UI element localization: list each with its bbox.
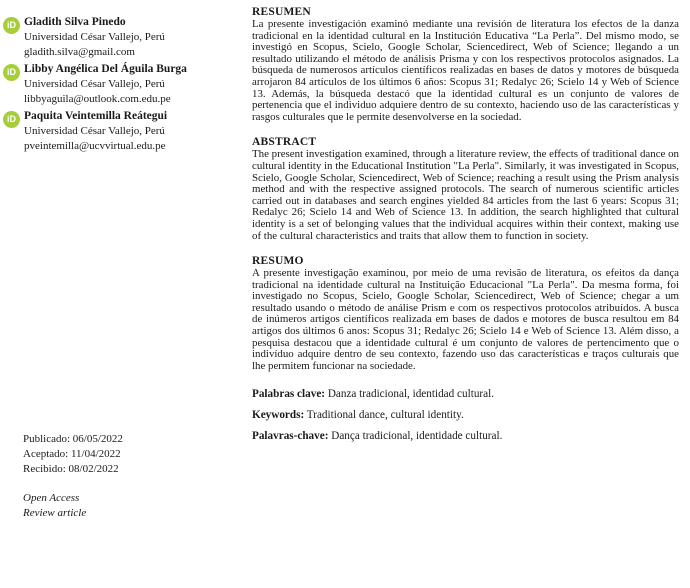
keyword-value: Danza tradicional, identidad cultural. — [325, 388, 495, 401]
received-date: Recibido: 08/02/2022 — [23, 463, 119, 475]
author-block — [3, 108, 235, 154]
keyword-line — [252, 405, 679, 426]
author-affiliation: Universidad César Vallejo, Perú — [24, 78, 165, 90]
author-sidebar — [3, 14, 235, 155]
keyword-line — [252, 384, 679, 405]
author-name: Paquita Veintemilla Reátegui — [24, 110, 168, 122]
abstract-section — [252, 135, 679, 242]
keyword-value: Traditional dance, cultural identity. — [304, 409, 464, 422]
author-email[interactable]: pveintemilla@ucvvirtual.edu.pe — [24, 140, 166, 152]
abstract-column — [252, 5, 679, 447]
publication-dates — [23, 432, 123, 477]
resumo-section — [252, 254, 679, 372]
article-type-label: Review article — [23, 507, 87, 519]
keyword-line — [252, 426, 679, 447]
section-title: RESUMO — [252, 255, 304, 268]
resumen-section — [252, 5, 679, 123]
published-date: Publicado: 06/05/2022 — [23, 433, 123, 445]
section-body: A presente investigação examinou, por meio de uma revisão de literatura, os efeitos da dança tradicional na identidade cultural na Instituição Educacional "La Perla". Da mesma forma, foi investigado no Scopus, Scielo, Google Scholar, Sciencedirect, Web of Science; chegar a um resultado usando o método de análise Prism e com os respectivos protocolos atribuídos. A busca de inúmeros artigos científicos realizada em bases de dados e motores de busca resultou em 84 artigos dos últimos 6 anos: Scopus 31; Redalyc 26; Scielo 14 e Web of Science 13. Além disso, a pesquisa destacou que a identidade cultural é um conjunto de valores de pertencimento que o indivíduo adquire dentro de seu contexto, fazendo uso das características e traços culturais que lhe permitem funcionar na sociedade. — [252, 267, 679, 372]
author-email[interactable]: libbyaguila@outlook.com.edu.pe — [24, 93, 171, 105]
accepted-date: Aceptado: 11/04/2022 — [23, 448, 121, 460]
open-access-label: Open Access — [23, 492, 80, 504]
keyword-label: Keywords: — [252, 409, 305, 422]
author-block — [3, 14, 235, 60]
orcid-icon[interactable]: iD — [3, 64, 20, 81]
author-name: Gladith Silva Pinedo — [24, 16, 126, 28]
author-block — [3, 61, 235, 107]
section-title: RESUMEN — [252, 6, 311, 18]
author-affiliation: Universidad César Vallejo, Perú — [24, 125, 165, 137]
section-body: The present investigation examined, through a literature review, the effects of traditional dance on cultural identity in the Educational Institution "La Perla". Similarly, it was investigated in Scopus, Scielo, Google Scholar, Sciencedirect, Web of Science; reaching a result using the Prism analysis method and with the respective assigned protocols. The search of numerous scientific articles carried out in databases and search engines yielded 84 articles from the last 6 years: Scopus 31; Redalyc 26; Scielo 14 and Web of Science 13. In addition, the search highlighted that cultural identity is a set of belonging values that the individual acquires within their context, making use of the cultural characteristics and traits that allow them to function in society. — [252, 148, 679, 242]
author-name: Libby Angélica Del Águila Burga — [24, 63, 187, 75]
author-email[interactable]: gladith.silva@gmail.com — [24, 46, 135, 58]
keyword-label: Palavras-chave: — [252, 430, 329, 443]
keyword-value: Dança tradicional, identidade cultural. — [328, 430, 503, 443]
keywords-block — [252, 384, 679, 447]
access-info — [23, 491, 86, 521]
author-affiliation: Universidad César Vallejo, Perú — [24, 31, 165, 43]
orcid-icon[interactable]: iD — [3, 17, 20, 34]
section-body: La presente investigación examinó mediante una revisión de literatura los efectos de la danza tradicional en la identidad cultural en la Institución Educativa “La Perla”. Del mismo modo, se investigó en Scopus, Scielo, Google Scholar, Sciencedirect, Web of Science; llegando a un resultado utilizando el método de análisis Prisma y con los respectivos protocolos asignados. La búsqueda de numerosos artículos científicos realizadas en bases de datos y motores de búsqueda arrojaron 84 artículos de los últimos 6 años: Scopus 31; Redalyc 26; Scielo 14 y Web of Science 13. Además, la búsqueda destacó que la identidad cultural es un conjunto de valores de pertenencia que el individuo adquiere dentro de su contexto, haciendo uso de las características y rasgos culturales que le permite desenvolverse en la sociedad. — [252, 18, 679, 123]
section-title: ABSTRACT — [252, 136, 317, 149]
keyword-label: Palabras clave: — [252, 388, 326, 401]
orcid-icon[interactable]: iD — [3, 111, 20, 128]
